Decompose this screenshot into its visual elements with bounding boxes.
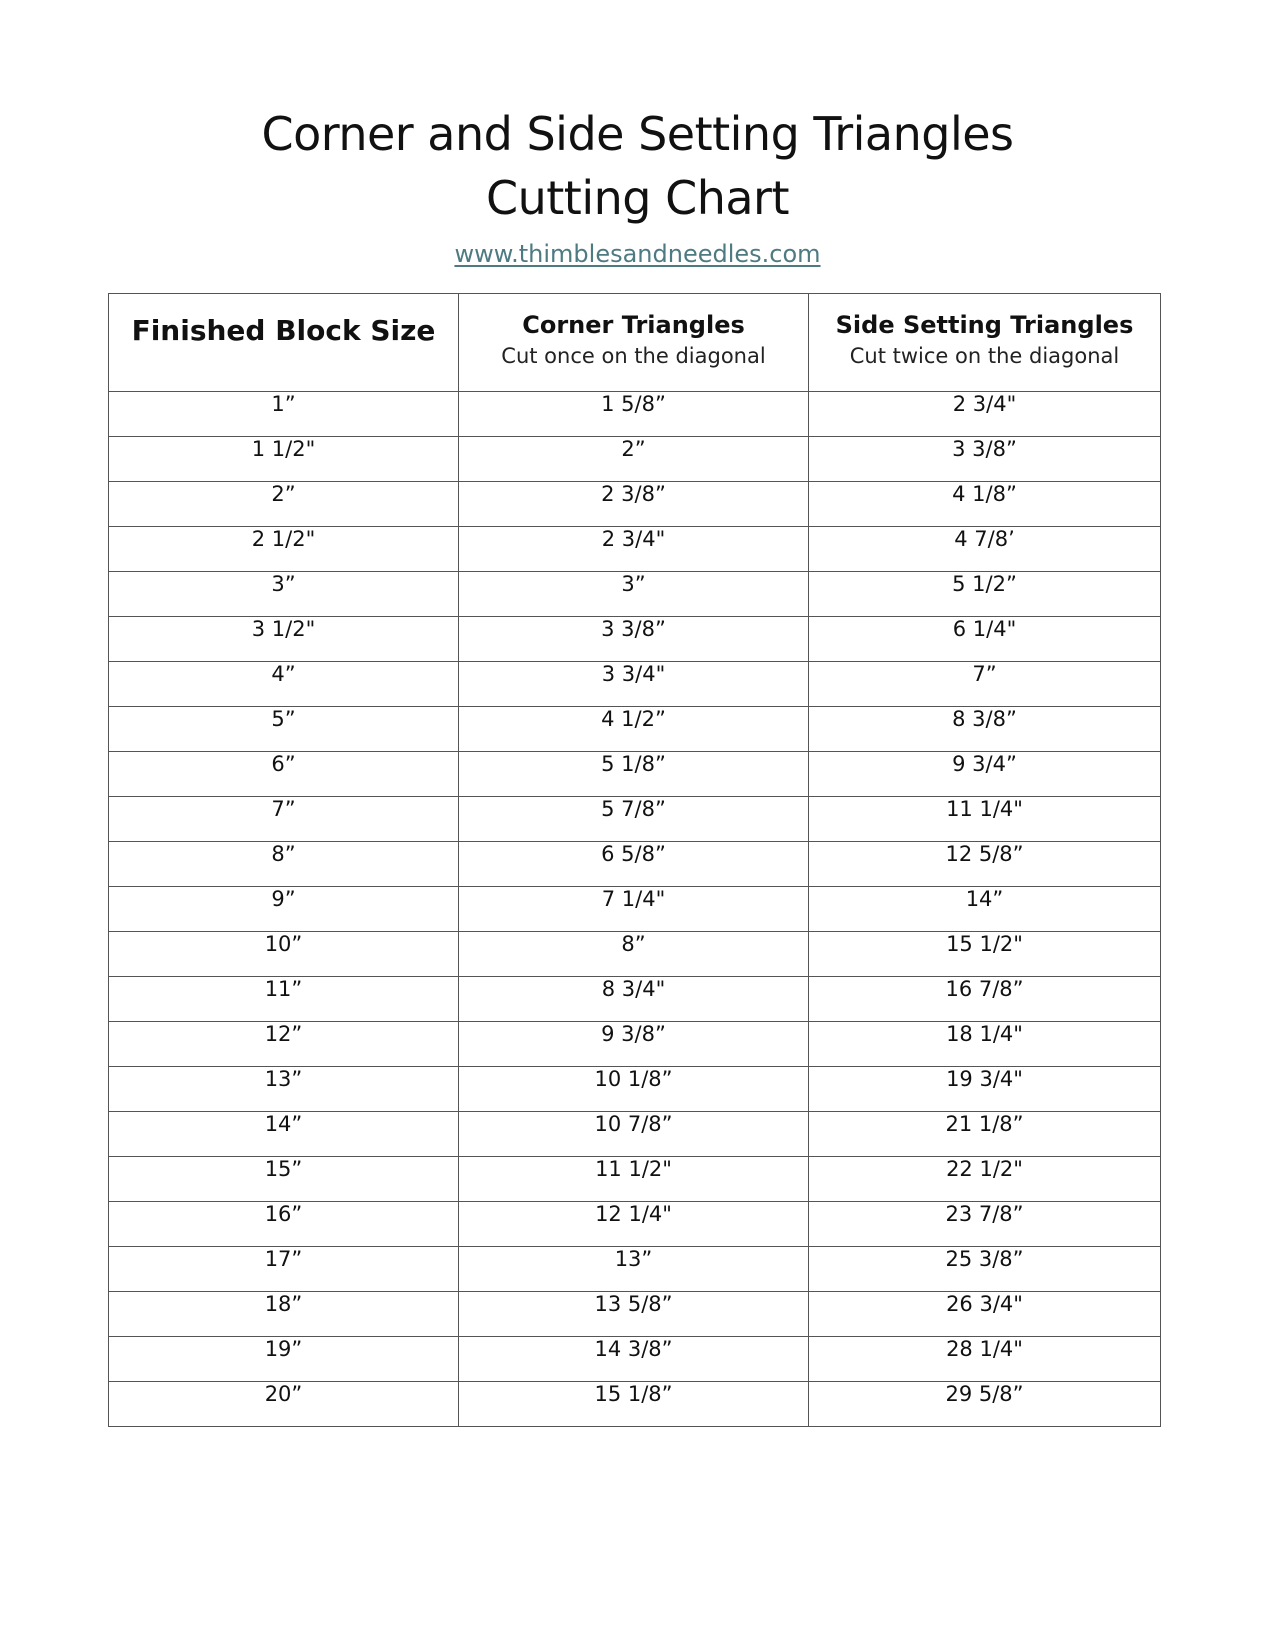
header-subtitle: Cut twice on the diagonal [849, 344, 1120, 368]
cell-finished-block-size: 8” [109, 842, 459, 887]
cell-corner-triangle: 3 3/8” [459, 617, 809, 662]
cell-corner-triangle: 6 5/8” [459, 842, 809, 887]
cell-finished-block-size: 3 1/2" [109, 617, 459, 662]
table-row [109, 1112, 1161, 1157]
cell-finished-block-size: 4” [109, 662, 459, 707]
cell-finished-block-size: 1” [109, 392, 459, 437]
cell-corner-triangle: 13” [459, 1247, 809, 1292]
table-row [109, 617, 1161, 662]
cell-side-setting-triangle: 5 1/2” [809, 572, 1161, 617]
cell-corner-triangle: 10 7/8” [459, 1112, 809, 1157]
table-row [109, 662, 1161, 707]
cell-finished-block-size: 1 1/2" [109, 437, 459, 482]
table-row [109, 482, 1161, 527]
cell-finished-block-size: 2 1/2" [109, 527, 459, 572]
cell-side-setting-triangle: 28 1/4" [809, 1337, 1161, 1382]
cell-side-setting-triangle: 25 3/8” [809, 1247, 1161, 1292]
table-row [109, 887, 1161, 932]
cell-finished-block-size: 6” [109, 752, 459, 797]
cell-side-setting-triangle: 12 5/8” [809, 842, 1161, 887]
table-row [109, 977, 1161, 1022]
cell-side-setting-triangle: 3 3/8” [809, 437, 1161, 482]
cell-side-setting-triangle: 11 1/4" [809, 797, 1161, 842]
cell-corner-triangle: 2 3/8” [459, 482, 809, 527]
cell-finished-block-size: 2” [109, 482, 459, 527]
table-row [109, 572, 1161, 617]
cell-corner-triangle: 8 3/4" [459, 977, 809, 1022]
header-title: Corner Triangles [522, 311, 745, 339]
table-row [109, 752, 1161, 797]
cell-finished-block-size: 19” [109, 1337, 459, 1382]
cell-corner-triangle: 8” [459, 932, 809, 977]
cell-side-setting-triangle: 6 1/4" [809, 617, 1161, 662]
cell-side-setting-triangle: 7” [809, 662, 1161, 707]
cell-corner-triangle: 11 1/2" [459, 1157, 809, 1202]
header-title: Finished Block Size [131, 314, 436, 347]
cell-side-setting-triangle: 4 1/8” [809, 482, 1161, 527]
cell-finished-block-size: 15” [109, 1157, 459, 1202]
cell-corner-triangle: 15 1/8” [459, 1382, 809, 1427]
cell-side-setting-triangle: 9 3/4” [809, 752, 1161, 797]
cell-corner-triangle: 5 7/8” [459, 797, 809, 842]
cell-side-setting-triangle: 26 3/4" [809, 1292, 1161, 1337]
table-row [109, 842, 1161, 887]
cell-finished-block-size: 5” [109, 707, 459, 752]
table-row [109, 1382, 1161, 1427]
cell-finished-block-size: 11” [109, 977, 459, 1022]
table-row [109, 1067, 1161, 1112]
header-side-setting-triangles [809, 294, 1161, 392]
table-row [109, 437, 1161, 482]
cell-finished-block-size: 18” [109, 1292, 459, 1337]
cell-finished-block-size: 9” [109, 887, 459, 932]
cell-corner-triangle: 1 5/8” [459, 392, 809, 437]
cell-side-setting-triangle: 2 3/4" [809, 392, 1161, 437]
cell-corner-triangle: 7 1/4" [459, 887, 809, 932]
cell-side-setting-triangle: 14” [809, 887, 1161, 932]
cell-finished-block-size: 20” [109, 1382, 459, 1427]
header-corner-triangles [459, 294, 809, 392]
cell-side-setting-triangle: 18 1/4" [809, 1022, 1161, 1067]
table-header-row [109, 294, 1161, 392]
cell-finished-block-size: 12” [109, 1022, 459, 1067]
page-title-line-2: Cutting Chart [485, 171, 789, 225]
cell-side-setting-triangle: 8 3/8” [809, 707, 1161, 752]
table-row [109, 1247, 1161, 1292]
cutting-chart-table [108, 293, 1161, 1427]
cell-corner-triangle: 5 1/8” [459, 752, 809, 797]
table-row [109, 1292, 1161, 1337]
table-row [109, 707, 1161, 752]
cell-side-setting-triangle: 4 7/8’ [809, 527, 1161, 572]
cell-finished-block-size: 17” [109, 1247, 459, 1292]
header-subtitle: Cut once on the diagonal [501, 344, 766, 368]
cell-corner-triangle: 9 3/8” [459, 1022, 809, 1067]
cell-finished-block-size: 7” [109, 797, 459, 842]
header-title: Side Setting Triangles [835, 311, 1134, 339]
cell-side-setting-triangle: 22 1/2" [809, 1157, 1161, 1202]
table-row [109, 1022, 1161, 1067]
table-row [109, 797, 1161, 842]
page-title-line-1: Corner and Side Setting Triangles [261, 107, 1014, 161]
cell-finished-block-size: 3” [109, 572, 459, 617]
cell-side-setting-triangle: 19 3/4" [809, 1067, 1161, 1112]
document-header [0, 102, 1275, 268]
website-link[interactable]: www.thimblesandneedles.com [454, 240, 821, 268]
cell-corner-triangle: 2 3/4" [459, 527, 809, 572]
cell-corner-triangle: 3” [459, 572, 809, 617]
table-row [109, 1157, 1161, 1202]
cell-side-setting-triangle: 16 7/8” [809, 977, 1161, 1022]
table-row [109, 527, 1161, 572]
cell-side-setting-triangle: 29 5/8” [809, 1382, 1161, 1427]
cell-side-setting-triangle: 21 1/8” [809, 1112, 1161, 1157]
cutting-chart-body [109, 294, 1161, 1427]
cell-corner-triangle: 4 1/2” [459, 707, 809, 752]
cell-finished-block-size: 16” [109, 1202, 459, 1247]
table-row [109, 1337, 1161, 1382]
cell-side-setting-triangle: 15 1/2" [809, 932, 1161, 977]
table-row [109, 932, 1161, 977]
cell-corner-triangle: 14 3/8” [459, 1337, 809, 1382]
table-row [109, 1202, 1161, 1247]
cell-corner-triangle: 12 1/4" [459, 1202, 809, 1247]
cell-finished-block-size: 10” [109, 932, 459, 977]
cell-side-setting-triangle: 23 7/8” [809, 1202, 1161, 1247]
table-row [109, 392, 1161, 437]
header-finished-block-size [109, 294, 459, 392]
cell-corner-triangle: 13 5/8” [459, 1292, 809, 1337]
cell-corner-triangle: 10 1/8” [459, 1067, 809, 1112]
cell-corner-triangle: 3 3/4" [459, 662, 809, 707]
cell-finished-block-size: 13” [109, 1067, 459, 1112]
cell-corner-triangle: 2” [459, 437, 809, 482]
cell-finished-block-size: 14” [109, 1112, 459, 1157]
